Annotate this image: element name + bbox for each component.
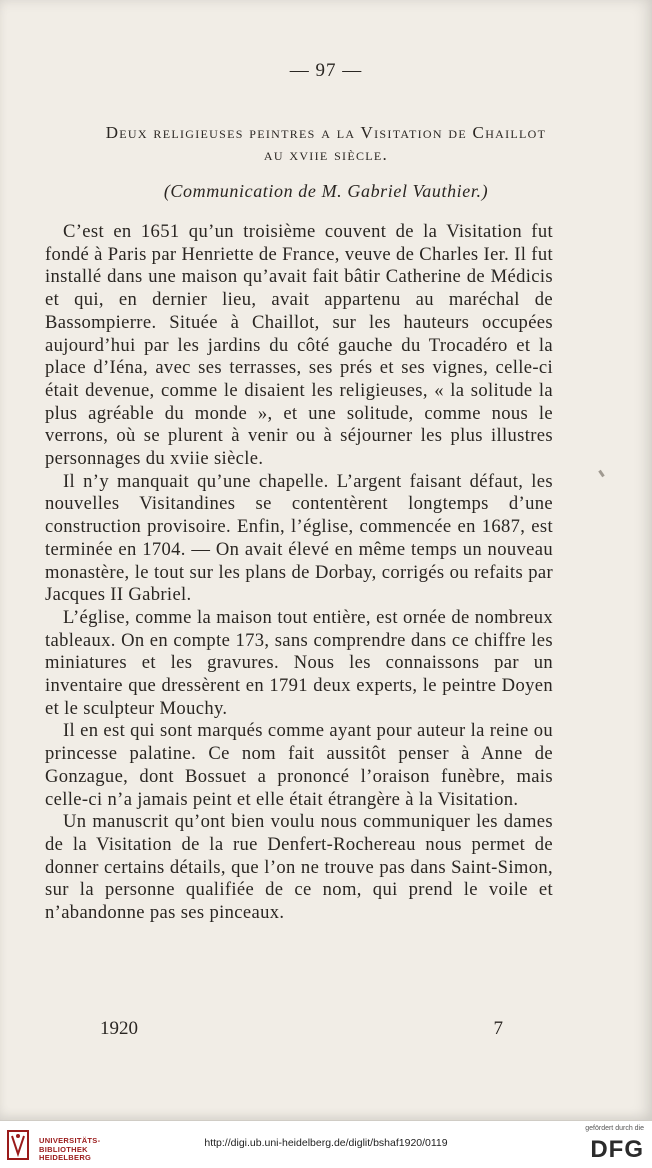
- funding-note: gefördert durch die: [585, 1125, 644, 1132]
- paragraph: L’église, comme la maison tout entière, est ornée de nombreux tableaux. On en compte 173, sans comprendre dans ce chiffre les miniatures et les gravures. Nous les connaissons par un inventaire que dressèrent en 1791 deux experts, le peintre Doyen et le sculpteur Mouchy.: [45, 606, 553, 719]
- paragraph: Il n’y manquait qu’une chapelle. L’argent faisant défaut, les nouvelles Visitandines se contentèrent longtemps d’une construction provisoire. Enfin, l’église, commencée en 1687, est terminée en 1704. — On avait élevé en même temps un nouveau monastère, le tout sur les plans de Dorbay, corrigés ou refaits par Jacques II Gabriel.: [45, 470, 553, 606]
- library-name: UNIVERSITÄTS- BIBLIOTHEK HEIDELBERG: [39, 1136, 101, 1162]
- article-title-line1: Deux religieuses peintres a la Visitation de Chaillot: [105, 123, 547, 142]
- article-title: [40, 122, 612, 166]
- article-title-line2: au xviie siècle.: [263, 145, 389, 164]
- paragraph: Un manuscrit qu’ont bien voulu nous communiquer les dames de la Visitation de la rue Denfert-Rochereau nous permet de donner certains détails, que l’on ne trouve pas dans Saint-Simon, sur la personne qualifiée de ce nom, qui prend le voile et n’abandonne pas ses pinceaux.: [45, 811, 553, 924]
- paragraph: C’est en 1651 qu’un troisième couvent de la Visitation fut fondé à Paris par Henriette de France, veuve de Charles Ier. Il fut installé dans une maison qu’avait fait bâtir Catherine de Médicis et qui, en dernier lieu, avait appartenu au maréchal de Bassompierre. Située à Chaillot, sur les hauteurs occupées aujourd’hui par les jardins du côté gauche du Trocadéro et la place d’Iéna, avec ses terrasses, ses prés et ses vignes, celle-ci était devenue, comme le disaient les religieuses, « la solitude la plus agréable du monde », et une solitude, comme nous le verrons, où se plurent à venir ou à séjourner les plus illustres personnages du xviie siècle.: [45, 221, 553, 470]
- viewer-footer: [0, 1120, 652, 1168]
- article-byline: (Communication de M. Gabriel Vauthier.): [163, 181, 489, 201]
- paragraph: Il en est qui sont marqués comme ayant pour auteur la reine ou princesse palatine. Ce nom fait aussitôt penser à Anne de Gonzague, dont Bossuet a prononcé l’oraison funèbre, mais celle-ci n’a jamais peint et elle était étrangère à la Visitation.: [45, 720, 553, 810]
- signature-year: 1920: [100, 1018, 138, 1039]
- page-url-link[interactable]: http://digi.ub.uni-heidelberg.de/diglit/bshaf1920/0119: [204, 1137, 448, 1149]
- dfg-logo[interactable]: DFG: [590, 1136, 644, 1163]
- article-body: [45, 221, 553, 925]
- page-number: — 97 —: [289, 60, 363, 81]
- scan-mark: [598, 470, 604, 477]
- signature-number: 7: [493, 1018, 503, 1039]
